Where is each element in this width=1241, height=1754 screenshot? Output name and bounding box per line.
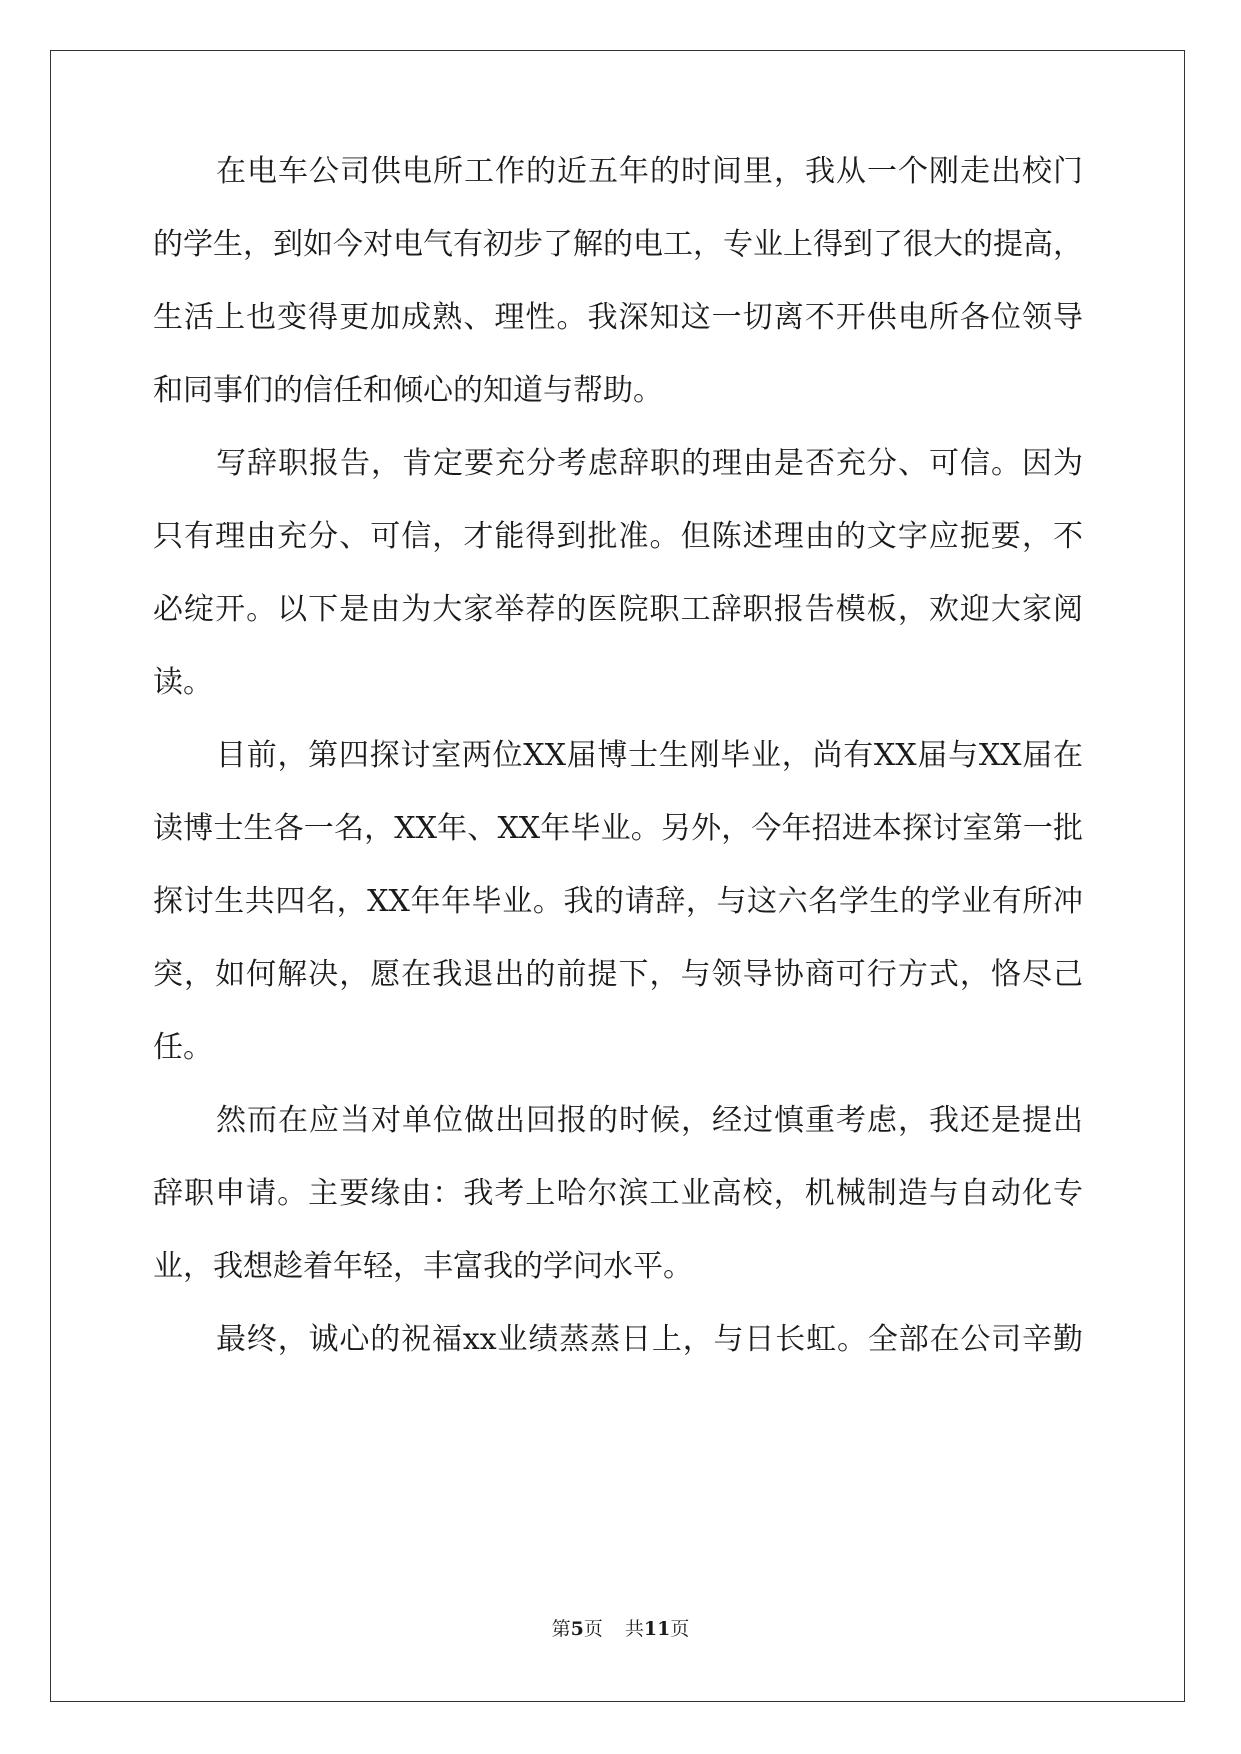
- paragraph-2-line-1: 写辞职报告，肯定要充分考虑辞职的理由是否充分、可信。因为: [216, 446, 1083, 481]
- paragraph-3-line-2: 读博士生各一名，XX年、XX年毕业。另外，今年招进本探讨室第一批: [153, 811, 1083, 846]
- paragraph-1-line-4: 和同事们的信任和倾心的知道与帮助。: [153, 373, 663, 408]
- paragraph-3-line-1: 目前，第四探讨室两位XX届博士生刚毕业，尚有XX届与XX届在: [216, 738, 1083, 773]
- paragraph-4-line-3: 业，我想趁着年轻，丰富我的学问水平。: [153, 1249, 693, 1284]
- footer-total-prefix: 共: [624, 1618, 644, 1640]
- paragraph-1-line-2: 的学生，到如今对电气有初步了解的电工，专业上得到了很大的提高，: [153, 227, 1083, 262]
- paragraph-1-line-3: 生活上也变得更加成熟、理性。我深知这一切离不开供电所各位领导: [153, 300, 1083, 335]
- paragraph-2-line-2: 只有理由充分、可信，才能得到批准。但陈述理由的文字应扼要，不: [153, 519, 1083, 554]
- paragraph-3-line-4: 突，如何解决，愿在我退出的前提下，与领导协商可行方式，恪尽己: [153, 957, 1083, 992]
- footer-total-pages: 11: [643, 1618, 671, 1640]
- paragraph-3-line-5: 任。: [153, 1030, 213, 1065]
- footer-total-suffix: 页: [670, 1618, 690, 1640]
- footer-page-suffix: 页: [583, 1618, 603, 1640]
- paragraph-3-line-3: 探讨生共四名，XX年年毕业。我的请辞，与这六名学生的学业有所冲: [153, 884, 1083, 919]
- paragraph-4-line-2: 辞职申请。主要缘由：我考上哈尔滨工业高校，机械制造与自动化专: [153, 1176, 1083, 1211]
- paragraph-2-line-3: 必绽开。以下是由为大家举荐的医院职工辞职报告模板，欢迎大家阅: [153, 592, 1083, 627]
- paragraph-5-line-1: 最终，诚心的祝福xx业绩蒸蒸日上，与日长虹。全部在公司辛勤: [216, 1322, 1083, 1357]
- paragraph-1-line-1: 在电车公司供电所工作的近五年的时间里，我从一个刚走出校门: [216, 154, 1083, 189]
- page-footer: [0, 1614, 1241, 1641]
- paragraph-4-line-1: 然而在应当对单位做出回报的时候，经过慎重考虑，我还是提出: [216, 1103, 1083, 1138]
- paragraph-2-line-4: 读。: [153, 665, 213, 700]
- footer-prefix: 第: [551, 1618, 571, 1640]
- footer-page-number: 5: [570, 1618, 584, 1640]
